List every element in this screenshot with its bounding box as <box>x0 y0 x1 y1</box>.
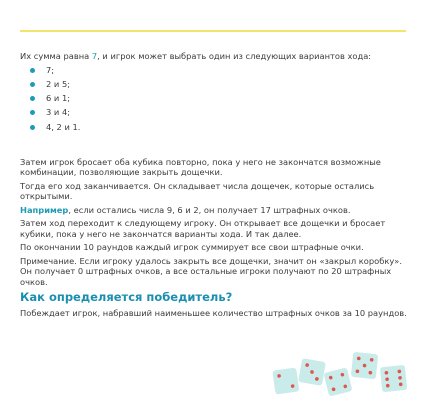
list-item <box>20 91 412 105</box>
dice-icon <box>380 365 407 392</box>
bullet-icon <box>30 68 35 73</box>
paragraph-winner: Побеждает игрок, набравший наименьшее количество штрафных очков за 10 раундов. <box>20 308 407 319</box>
paragraph-round-total: По окончании 10 раундов каждый игрок суммирует все свои штрафные очки. <box>20 242 364 253</box>
list-item <box>20 77 412 91</box>
bullet-icon <box>30 96 35 101</box>
move-options-list <box>20 63 412 134</box>
bullet-icon <box>30 110 35 115</box>
option-text: 6 и 1; <box>46 93 71 104</box>
intro-before: Их сумма равна <box>20 51 92 61</box>
example-text: , если остались числа 9, 6 и 2, он получает 17 штрафных очков. <box>68 204 351 215</box>
paragraph-turn-end: Тогда его ход заканчивается. Он складывает числа дощечек, которые остались открытыми. <box>20 180 375 202</box>
example-keyword: Например <box>20 204 69 215</box>
paragraph-reroll: Затем игрок бросает оба кубика повторно, пока у него не закончатся возможные комбинации, позволяющие закрыть дощечки. <box>20 156 381 178</box>
bullet-icon <box>30 125 35 130</box>
option-text: 7; <box>46 64 55 75</box>
dice-icon <box>272 367 299 394</box>
dice-icon <box>323 367 352 396</box>
dice-icon <box>351 352 378 379</box>
paragraph-note: Примечание. Если игроку удалось закрыть все дощечки, значит он «закрыл коробку». Он получает 0 штрафных очков, а все остальные игроки получают по 20 штрафных очков. <box>20 255 402 287</box>
intro-text <box>20 51 412 62</box>
list-item <box>20 120 412 134</box>
option-text: 2 и 5; <box>46 78 71 89</box>
section-heading: Как определяется победитель? <box>20 290 233 305</box>
intro-after: , и игрок может выбрать один из следующих вариантов хода: <box>97 51 372 61</box>
option-text: 3 и 4; <box>46 107 71 118</box>
bullet-icon <box>30 82 35 87</box>
option-text: 4, 2 и 1. <box>46 121 81 132</box>
paragraph-next-player: Затем ход переходит к следующему игроку. Он открывает все дощечки и бросает кубики, пока у него не закончатся варианты хода. И так далее. <box>20 218 386 239</box>
dice-illustration <box>268 342 413 398</box>
list-item <box>20 63 412 77</box>
list-item <box>20 105 412 119</box>
intro-number: 7 <box>91 51 98 61</box>
top-rule <box>20 30 406 32</box>
paragraph-example <box>20 205 412 216</box>
dice-icon <box>298 358 326 386</box>
rules-text <box>20 51 412 322</box>
